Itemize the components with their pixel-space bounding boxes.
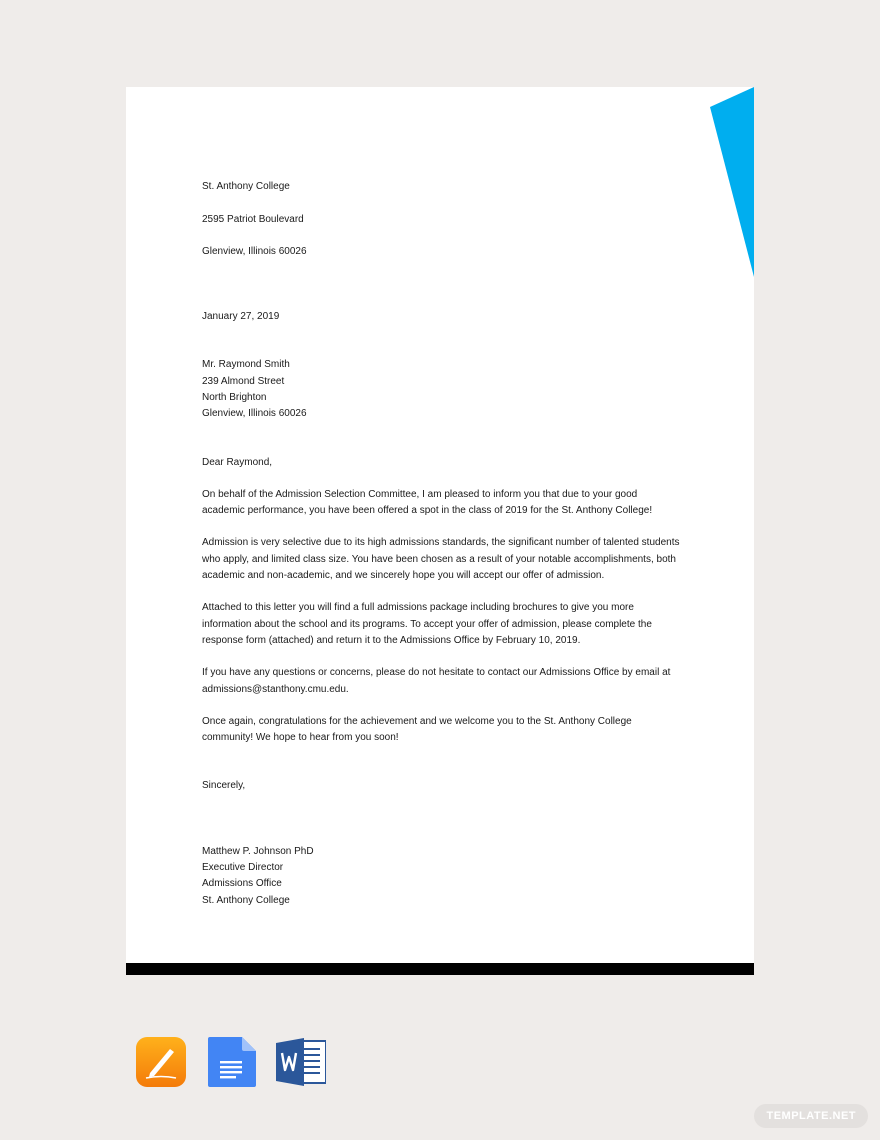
letter-date: January 27, 2019 [202,311,280,323]
sender-address [202,163,682,277]
salutation: Dear Raymond, [202,456,273,468]
recipient-area: North Brighton [202,391,267,403]
signatory-name: Matthew P. Johnson PhD [202,845,314,857]
body-paragraph: Attached to this letter you will find a full admissions package including brochures to give you more information about the school and its programs. To accept your offer of admission, please complete the response form (attached) and return it to the Admissions Office by February 10, 2019. [202,602,652,646]
blue-accent-shape [710,87,754,277]
sender-street: 2595 Patriot Boulevard [202,213,304,225]
signatory-office: Admissions Office [202,878,282,890]
bottom-bar [126,963,754,975]
recipient-address [202,357,682,422]
template-net-watermark[interactable]: TEMPLATE.NET [754,1104,868,1128]
letter-page [126,87,754,975]
pages-icon[interactable] [136,1037,186,1087]
recipient-name: Mr. Raymond Smith [202,359,290,371]
signature-block [202,844,682,909]
body-paragraph: If you have any questions or concerns, please do not hesitate to contact our Admissions Office by email at admissions@stanthony.cmu.edu. [202,667,671,695]
body-paragraph: Admission is very selective due to its high admissions standards, the significant number of talented students who apply, and limited class size. You have been chosen as a result of your notable accomplishments, both academic and non-academic, and we sincerely hope you will accept our offer of admission. [202,537,680,582]
google-docs-icon[interactable] [206,1037,256,1087]
microsoft-word-icon[interactable] [276,1037,326,1087]
body-paragraph: Once again, congratulations for the achievement and we welcome you to the St. Anthony College community! We hope to hear from you soon! [202,715,632,744]
closing: Sincerely, [202,780,246,792]
signatory-org: St. Anthony College [202,894,290,906]
sender-name: St. Anthony College [202,181,290,193]
sender-city: Glenview, Illinois 60026 [202,246,307,258]
recipient-street: 239 Almond Street [202,375,285,387]
signatory-title: Executive Director [202,862,284,874]
body-paragraph: On behalf of the Admission Selection Committee, I am pleased to inform you that due to your good academic performance, you have been offered a spot in the class of 2019 for the St. Anthony College! [202,488,653,517]
app-icons [136,1037,326,1087]
letter-body [202,163,682,909]
recipient-city: Glenview, Illinois 60026 [202,408,307,420]
